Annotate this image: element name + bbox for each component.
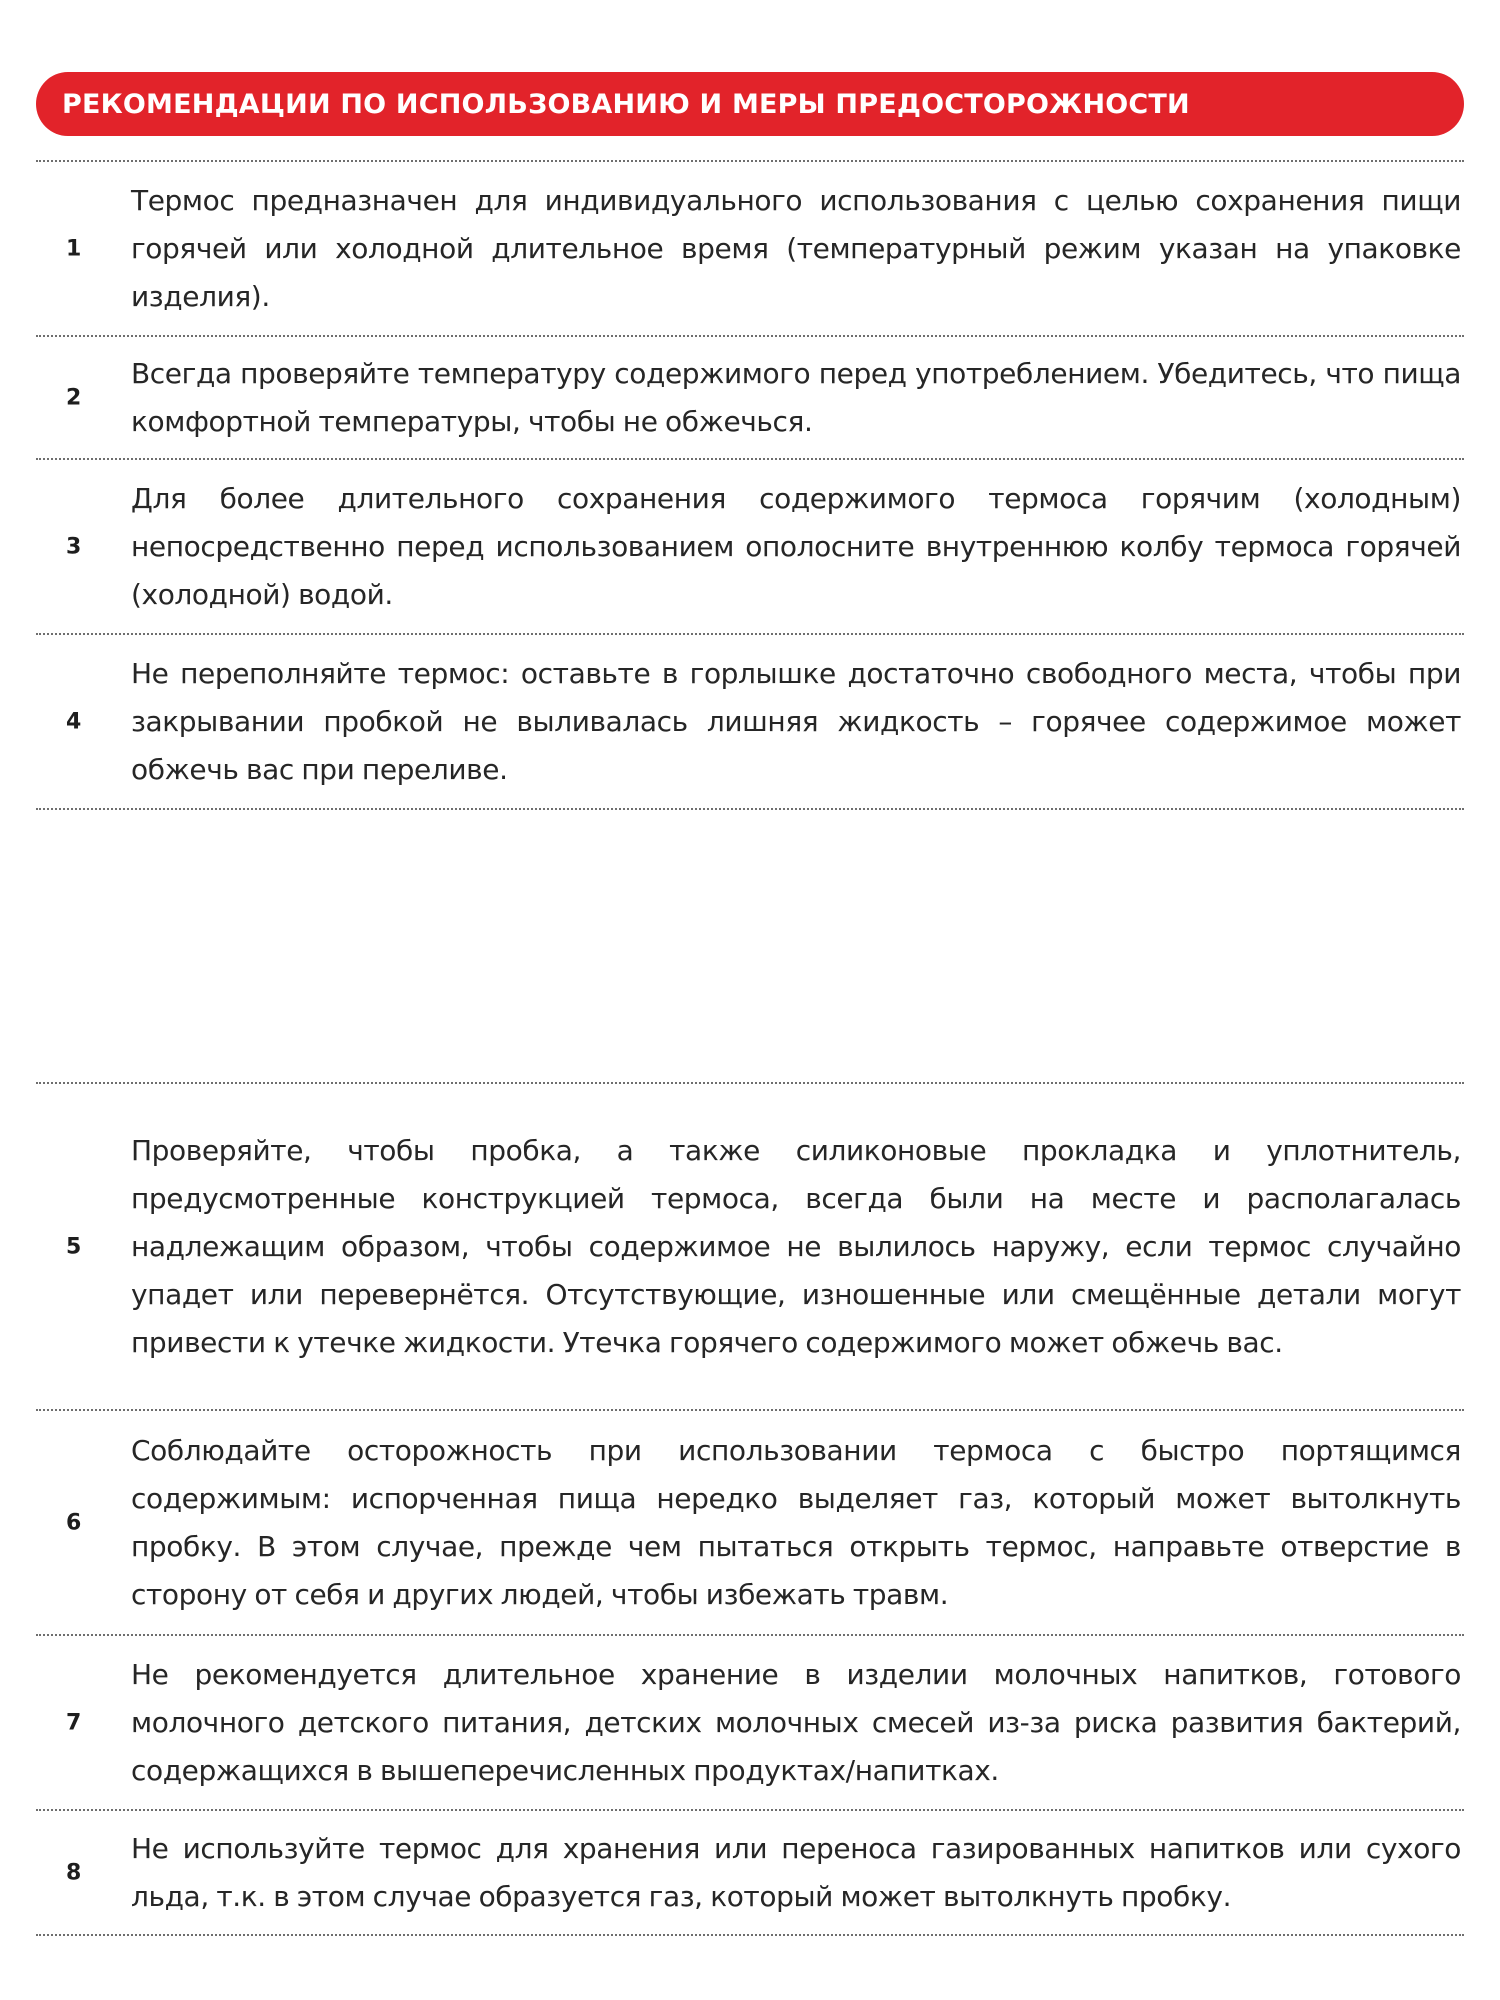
item-number: 2 bbox=[66, 385, 82, 410]
item-text: Для более длительного сохранения содержимого термоса горячим (холодным) непосредственно перед использованием ополосните внутреннюю колбу термоса горячей (холодной) водой. bbox=[131, 481, 1461, 611]
item-text: Не используйте термос для хранения или переноса газированных напитков или сухого льда, т.к. в этом случае образуется газ, который может вытолкнуть пробку. bbox=[131, 1831, 1461, 1913]
item-number: 4 bbox=[66, 709, 82, 734]
instruction-item-1 bbox=[36, 162, 1464, 337]
item-text: Проверяйте, чтобы пробка, а также силиконовые прокладка и уплотнитель, предусмотренные конструкцией термоса, всегда были на месте и располагалась надлежащим образом, чтобы содержимое не вылилось наружу, если термос случайно упадет или перевернётся. Отсутствующие, изношенные или смещённые детали могут привести к утечке жидкости. Утечка горячего содержимого может обжечь вас. bbox=[131, 1133, 1461, 1359]
item-number: 6 bbox=[66, 1510, 82, 1535]
item-number: 3 bbox=[66, 534, 82, 559]
instruction-item-6 bbox=[36, 1411, 1464, 1636]
item-number: 5 bbox=[66, 1234, 82, 1259]
instruction-item-7 bbox=[36, 1636, 1464, 1811]
item-number: 7 bbox=[66, 1710, 82, 1735]
instructions-group-2 bbox=[36, 1084, 1464, 1936]
item-text: Термос предназначен для индивидуального использования с целью сохранения пищи горячей или холодной длительное время (температурный режим указан на упаковке изделия). bbox=[131, 183, 1461, 313]
instruction-item-8 bbox=[36, 1811, 1464, 1936]
item-text: Не переполняйте термос: оставьте в горлышке достаточно свободного места, чтобы при закрывании пробкой не выливалась лишняя жидкость – горячее содержимое может обжечь вас при переливе. bbox=[131, 656, 1461, 786]
item-number: 8 bbox=[66, 1860, 82, 1885]
instruction-item-4 bbox=[36, 635, 1464, 810]
instruction-item-3 bbox=[36, 460, 1464, 635]
instruction-item-5 bbox=[36, 1084, 1464, 1411]
item-text: Всегда проверяйте температуру содержимого перед употреблением. Убедитесь, что пища комфортной температуры, чтобы не обжечься. bbox=[131, 356, 1461, 438]
item-number: 1 bbox=[66, 236, 82, 261]
instruction-item-2 bbox=[36, 337, 1464, 460]
section-header-banner bbox=[36, 72, 1464, 136]
item-text: Не рекомендуется длительное хранение в изделии молочных напитков, готового молочного детского питания, детских молочных смесей из-за риска развития бактерий, содержащихся в вышеперечисленных продуктах/напитках. bbox=[131, 1657, 1461, 1787]
instructions-group-1 bbox=[36, 162, 1464, 810]
section-title: РЕКОМЕНДАЦИИ ПО ИСПОЛЬЗОВАНИЮ И МЕРЫ ПРЕДОСТОРОЖНОСТИ bbox=[62, 88, 1190, 120]
item-text: Соблюдайте осторожность при использовании термоса с быстро портящимся содержимым: испорченная пища нередко выделяет газ, который может вытолкнуть пробку. В этом случае, прежде чем пытаться открыть термос, направьте отверстие в сторону от себя и других людей, чтобы избежать травм. bbox=[131, 1433, 1461, 1611]
